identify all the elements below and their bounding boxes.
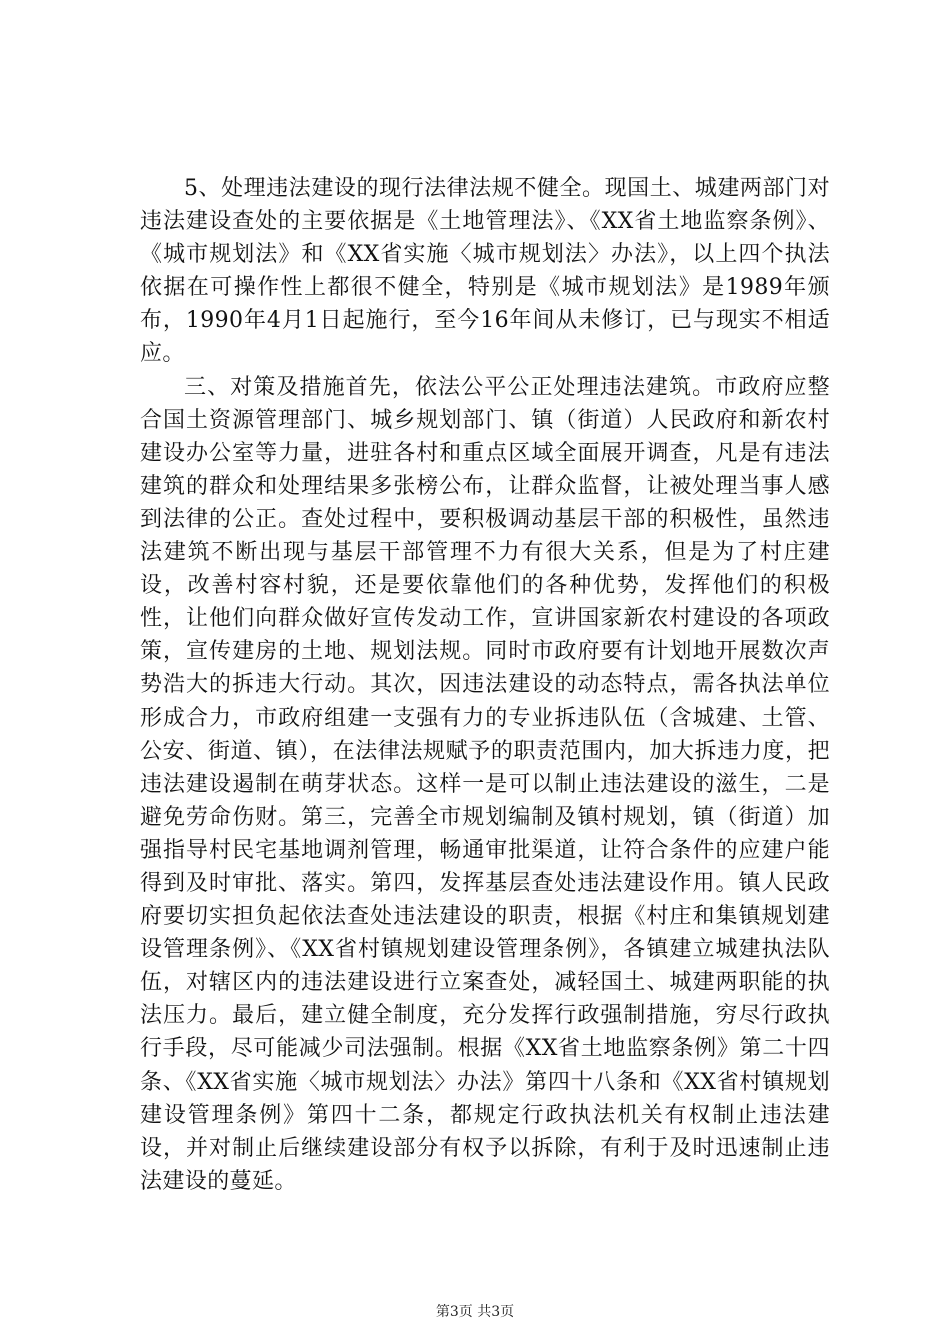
document-body: [140, 172, 830, 1198]
paragraph-countermeasures: 三、对策及措施首先，依法公平公正处理违法建筑。市政府应整合国土资源管理部门、城乡规划部门、镇（街道）人民政府和新农村建设办公室等力量，进驻各村和重点区域全面展开调查，凡是有违法建筑的群众和处理结果多张榜公布，让群众监督，让被处理当事人感到法律的公正。查处过程中，要积极调动基层干部的积极性，虽然违法建筑不断出现与基层干部管理不力有很大关系，但是为了村庄建设，改善村容村貌，还是要依靠他们的各种优势，发挥他们的积极性，让他们向群众做好宣传发动工作，宣讲国家新农村建设的各项政策，宣传建房的土地、规划法规。同时市政府要有计划地开展数次声势浩大的拆违大行动。其次，因违法建设的动态特点，需各执法单位形成合力，市政府组建一支强有力的专业拆违队伍（含城建、土管、公安、街道、镇），在法律法规赋予的职责范围内，加大拆违力度，把违法建设遏制在萌芽状态。这样一是可以制止违法建设的滋生，二是避免劳命伤财。第三，完善全市规划编制及镇村规划，镇（街道）加强指导村民宅基地调剂管理，畅通审批渠道，让符合条件的应建户能得到及时审批、落实。第四，发挥基层查处违法建设作用。镇人民政府要切实担负起依法查处违法建设的职责，根据《村庄和集镇规划建设管理条例》、《XX省村镇规划建设管理条例》，各镇建立城建执法队伍，对辖区内的违法建设进行立案查处，减轻国土、城建两职能的执法压力。最后，建立健全制度，充分发挥行政强制措施，穷尽行政执行手段，尽可能减少司法强制。根据《XX省土地监察条例》第二十四条、《XX省实施〈城市规划法〉办法》第四十八条和《XX省村镇规划建设管理条例》第四十二条，都规定行政执法机关有权制止违法建设，并对制止后继续建设部分有权予以拆除，有利于及时迅速制止违法建设的蔓延。: [140, 374, 830, 1194]
paragraph-legal-deficiency: 5、处理违法建设的现行法律法规不健全。现国土、城建两部门对违法建设查处的主要依据是《土地管理法》、《XX省土地监察条例》、《城市规划法》和《XX省实施〈城市规划法〉办法》，以上四个执法依据在可操作性上都很不健全，特别是《城市规划法》是1989年颁布，1990年4月1日起施行，至今16年间从未修订，已与现实不相适应。: [140, 176, 830, 367]
page-footer: 第3页 共3页: [435, 1304, 515, 1320]
